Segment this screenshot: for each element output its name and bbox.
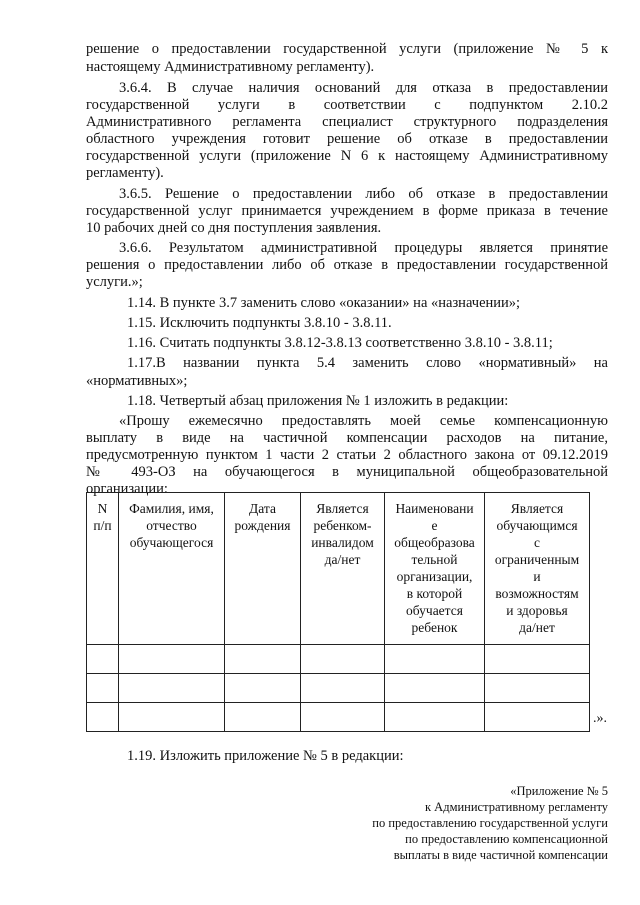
application-table [86,492,590,732]
list-item: 1.19. Изложить приложение № 5 в редакции: [127,748,404,764]
table-row [87,645,590,674]
paragraph-line: 3.6.6. Результатом административной процедуры является принятие [119,240,608,256]
paragraph-line: услуги.»; [86,274,143,290]
paragraph-line: решение о предоставлении государственной услуги (приложение № 5 к [86,41,608,57]
list-item: 1.18. Четвертый абзац приложения № 1 изложить в редакции: [127,393,509,409]
table-row [87,703,590,732]
list-item-continuation: «нормативных»; [86,373,188,389]
quote-line: выплату в виде на частичной компенсации расходов на питание, [86,430,608,446]
header-limited-health: Является обучающимся с ограниченным и возможностям и здоровья да/нет [485,493,590,645]
paragraph-line: регламенту). [86,165,164,181]
header-school-name: Наименовани е общеобразова тельной организации, в которой обучается ребенок [385,493,485,645]
paragraph-line: государственной услуги (приложение N 6 к настоящему Административному [86,148,608,164]
paragraph-line: государственной услуг принимается учреждением в форме приказа в течение [86,203,608,219]
list-item: 1.14. В пункте 3.7 заменить слово «оказании» на «назначении»; [127,295,521,311]
list-item: 1.15. Исключить подпункты 3.8.10 - 3.8.11. [127,315,392,331]
paragraph-line: областного учреждения готовит решение об отказе в предоставлении [86,131,608,147]
list-item: 1.16. Считать подпункты 3.8.12-3.8.13 соответственно 3.8.10 - 3.8.11; [127,335,553,351]
table-row [87,674,590,703]
header-number: N п/п [87,493,119,645]
appendix-header-line: по предоставлению компенсационной [405,831,608,846]
paragraph-line: 10 рабочих дней со дня поступления заявления. [86,220,382,236]
paragraph-line: государственной услуги в соответствии с подпунктом 2.10.2 [86,97,608,113]
header-full-name: Фамилия, имя, отчество обучающегося [119,493,225,645]
header-disabled-child: Является ребенком- инвалидом да/нет [301,493,385,645]
list-item: 1.17.В названии пункта 5.4 заменить слово «нормативный» на [127,355,608,371]
paragraph-line: 3.6.4. В случае наличия оснований для отказа в предоставлении [119,80,608,96]
paragraph-line: 3.6.5. Решение о предоставлении либо об отказе в предоставлении [119,186,608,202]
quote-line: № 493-ОЗ на обучающегося в муниципальной общеобразовательной [86,464,608,480]
quote-line: «Прошу ежемесячно предоставлять моей семье компенсационную [119,413,608,429]
table-header-row [87,493,590,645]
appendix-header-line: выплаты в виде частичной компенсации [393,847,608,862]
closing-quote-mark: .». [593,711,607,726]
appendix-header-line: «Приложение № 5 [510,783,608,798]
paragraph-line: Административного регламента специалист структурного подразделения [86,114,608,130]
quote-line: предусмотренную пунктом 1 части 2 статьи 2 областного закона от 09.12.2019 [86,447,608,463]
appendix-header-line: по предоставлению государственной услуги [372,815,608,830]
appendix-header-line: к Административному регламенту [424,799,608,814]
paragraph-line: настоящему Административному регламенту). [86,59,375,75]
header-birth-date: Дата рождения [225,493,301,645]
quote-line: организации: [86,481,168,497]
paragraph-line: решения о предоставлении либо об отказе в предоставлении государственной [86,257,608,273]
